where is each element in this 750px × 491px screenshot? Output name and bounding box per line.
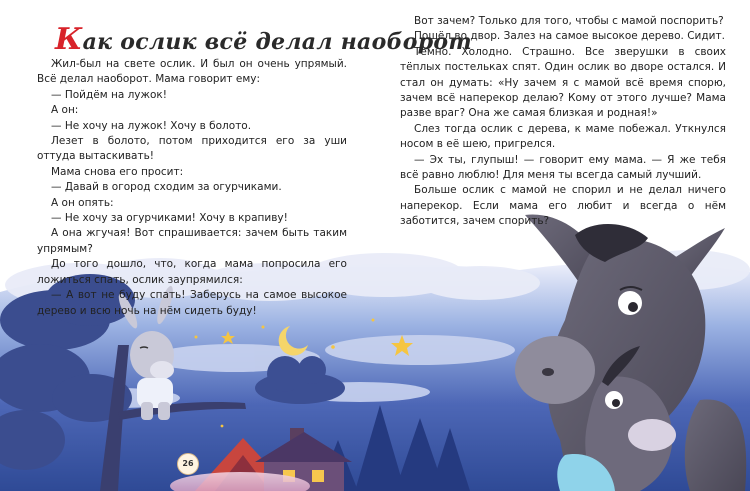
paragraph: До того дошло, что, когда мама попросила его ложиться спать, ослик заупрямился: bbox=[37, 258, 347, 286]
title-rest: ак ослик всё делал наоборот bbox=[82, 29, 472, 55]
paragraph: Пошёл во двор. Залез на самое высокое дерево. Сидит. bbox=[414, 30, 725, 43]
paragraph: — Не хочу за огурчиками! Хочу в крапиву! bbox=[51, 212, 288, 225]
paragraph: — Эх ты, глупыш! — говорит ему мама. — Я же тебя всё равно люблю! Для меня ты всегда самый лучший. bbox=[400, 153, 726, 182]
paragraph: А он опять: bbox=[51, 196, 114, 209]
paragraph: Мама снова его просит: bbox=[51, 165, 184, 178]
paragraph: — Пойдём на лужок! bbox=[51, 88, 167, 101]
left-text-column bbox=[37, 57, 347, 319]
paragraph: — Давай в огород сходим за огурчиками. bbox=[51, 181, 282, 194]
paragraph: — А вот не буду спать! Заберусь на самое высокое дерево и всю ночь на нём сидеть буду! bbox=[37, 289, 347, 317]
paragraph: Вот зачем? Только для того, чтобы с мамой поспорить? bbox=[414, 15, 724, 27]
paragraph: — Не хочу на лужок! Хочу в болото. bbox=[51, 119, 252, 132]
paragraph: А она жгучая! Вот спрашивается: зачем быть таким упрямым? bbox=[37, 227, 347, 255]
page-number: 26 bbox=[177, 453, 199, 475]
paragraph: Больше ослик с мамой не спорил и не делал ничего наперекор. Если мама его любит и всегда о нём заботится, зачем спорить? bbox=[400, 184, 726, 228]
right-text-column bbox=[400, 14, 726, 230]
paragraph: Лезет в болото, потом приходится его за уши оттуда вытаскивать! bbox=[37, 135, 347, 163]
paragraph: Слез тогда ослик с дерева, к маме побежал. Уткнулся носом в её шею, пригрелся. bbox=[400, 122, 726, 151]
paragraph: Темно. Холодно. Страшно. Все зверушки в своих тёплых постельках спят. Один ослик во дворе остался. И стал он думать: «Ну зачем я с мамой всё время спорю, зачем всё наперекор делаю? Кому от этого лучше? Мама разве враг? Она же самая близкая и родная!» bbox=[400, 45, 726, 120]
paragraph: А он: bbox=[51, 104, 79, 117]
paragraph: Жил-был на свете ослик. И был он очень упрямый. Всё делал наоборот. Мама говорит ему: bbox=[37, 58, 347, 86]
title-initial: К bbox=[55, 22, 83, 57]
